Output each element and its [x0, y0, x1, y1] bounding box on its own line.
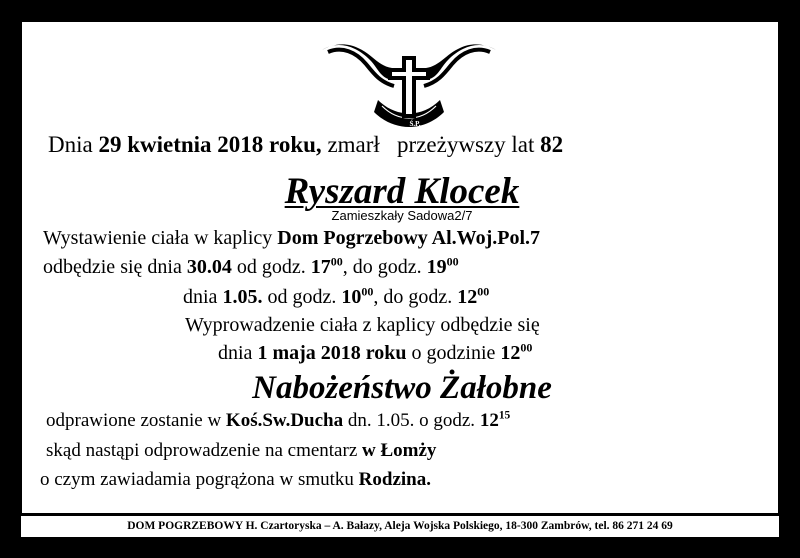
address: Zamieszkały Sadowa2/7 [331, 208, 473, 223]
text-pre: odprawione zostanie w [46, 410, 222, 431]
viewing-time-1 [43, 256, 459, 279]
text-pre: Wystawienie ciała w kaplicy [43, 227, 273, 249]
family-line [40, 469, 431, 491]
text-mid: o godz. [419, 410, 476, 431]
obituary-card [20, 20, 780, 515]
time-to: $12^{00}$ [457, 284, 490, 308]
text-from: od godz. [236, 256, 306, 278]
viewing-place: Dom Pogrzebowy Al.Woj.Pol.7 [277, 227, 541, 249]
family: Rodzina. [358, 469, 431, 490]
text-pre: odbędzie się dnia [43, 256, 182, 278]
funeral-home-footer: DOM POGRZEBOWY H. Czartoryska – A. Bałazy, Aleja Wojska Polskiego, 18-300 Zambrów, tel. 86 271 24 69 [20, 515, 780, 538]
procession-time [218, 342, 532, 365]
time-to: $19^{00}$ [426, 254, 459, 278]
church: Koś.Sw.Ducha [225, 410, 344, 431]
text-pre: dnia [218, 342, 253, 364]
text-pre: o czym zawiadamia pogrążona w smutku [40, 469, 354, 490]
viewing-time-2 [183, 286, 489, 309]
cemetery-line [46, 440, 436, 462]
date: 1 maja 2018 roku [257, 342, 407, 364]
age-label: przeżywszy lat [397, 132, 535, 157]
date: 1.05. [222, 286, 263, 308]
time-from: $10^{00}$ [341, 284, 374, 308]
death-line [48, 132, 563, 158]
procession-intro: Wyprowadzenie ciała z kaplicy odbędzie się [185, 314, 540, 336]
death-date: 29 kwietnia 2018 roku, [98, 132, 322, 157]
time: $12^{15}$ [479, 409, 511, 431]
date: 1.05. [376, 410, 415, 431]
banner-text: Ś.P. [409, 120, 421, 128]
text-mid: o godzinie [411, 342, 496, 364]
date: 30.04 [186, 256, 232, 278]
text-to: , do godz. [342, 256, 422, 278]
text-to: , do godz. [373, 286, 453, 308]
service-details [46, 410, 510, 432]
text-dn: dn. [347, 410, 372, 431]
age-value: 82 [540, 132, 564, 157]
cross-banner-icon [318, 38, 500, 138]
service-title: Nabożeństwo Żałobne [252, 370, 552, 406]
text-pre: Dnia [48, 132, 93, 157]
deceased-name: Ryszard Klocek [284, 171, 520, 212]
text-from: od godz. [267, 286, 337, 308]
viewing-line [43, 227, 540, 250]
cemetery-place: w Łomży [362, 440, 437, 461]
time-from: $17^{00}$ [310, 254, 343, 278]
text-died: zmarł [327, 132, 380, 157]
time: $12^{00}$ [500, 340, 533, 364]
text-pre: dnia [183, 286, 218, 308]
text-pre: skąd nastąpi odprowadzenie na cmentarz [46, 440, 358, 461]
